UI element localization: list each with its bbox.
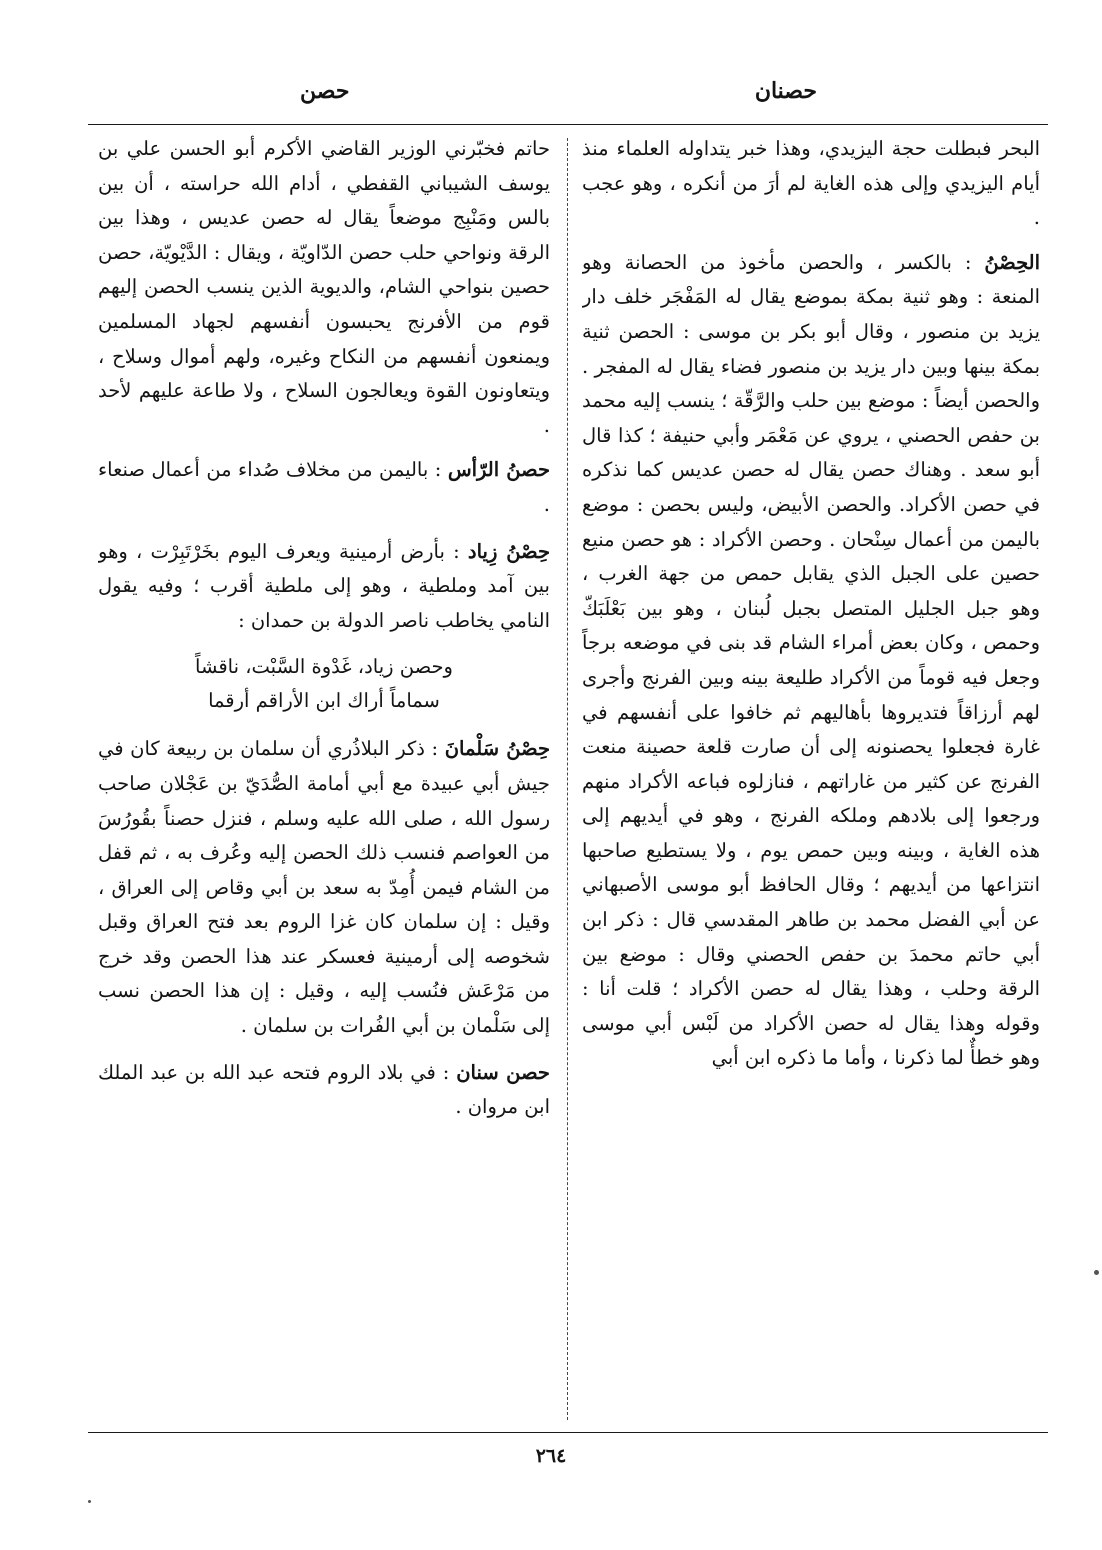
poem-verse — [98, 650, 550, 718]
verse-line: وحصن زياد، غَدْوة السَّبْت، ناقشاً — [195, 655, 453, 679]
entry-body: : باليمن من مخلاف صُداء من أعمال صنعاء . — [98, 458, 550, 516]
entry-body: : بالكسر ، والحصن مأخوذ من الحصانة وهو المنعة : وهو ثنية بمكة بموضع يقال له المَفْجَر خلف دار يزيد بن منصور ، وقال أبو بكر بن موسى : الحصن ثنية بمكة بينها وبين دار يزيد بن منصور فضاء يقال له المفجر . والحصن أيضاً : موضع بين حلب والرَّقّة ؛ ينسب إليه محمد بن حفص الحصني ، يروي عن مَعْمَر وأبي حنيفة ؛ كذا قال أبو سعد . وهناك حصن يقال له حصن عديس كما نذكره في حصن الأكراد. والحصن الأبيض، وليس بحصن : موضع باليمن من أعمال سِنْحان . وحصن الأكراد : هو حصن منيع حصين على الجبل الذي يقابل حمص من جهة الغرب ، وهو جبل الجليل المتصل بجبل لُبنان ، وهو بين بَعْلَبَكّ وحمص ، وكان بعض أمراء الشام قد بنى في موضعه برجاً وجعل فيه قوماً من الأكراد طليعة بينه وبين الفرنج وأجرى لهم أرزاقاً فتديروها بأهاليهم ثم خافوا على أنفسهم في غارة فجعلوا يحصنونه إلى أن صارت قلعة حصينة منعت الفرنج عن كثير من غاراتهم ، فنازلوه فباعه الأكراد منهم ورجعوا إلى بلادهم وملكه الفرنج ، وهو في أيديهم إلى هذه الغاية ، وبينه وبين حمص يوم ، ولا يستطيع صاحبها انتزاعها من أيديهم ؛ وقال الحافظ أبو موسى الأصبهاني عن أبي الفضل محمد بن طاهر المقدسي قال : ذكر ابن أبي حاتم محمدَ بن حفص الحصني وقال : موضع بين الرقة وحلب ، وهذا يقال له حصن الأكراد ؛ قلت أنا : وقوله وهذا يقال له حصن الأكراد من لَبْس أبي موسى وهو خطأٌ لما ذكرنا ، وأما ما ذكره ابن أبي — [582, 250, 1040, 1070]
entry-hisn — [582, 246, 1040, 1076]
entry-headword: حِصْنُ زِياد — [467, 539, 550, 563]
entry-hisn-sinan — [98, 1056, 550, 1125]
entry-headword: حصن سنان — [456, 1060, 550, 1084]
scan-speck — [88, 1500, 91, 1503]
continuation-paragraph: البحر فبطلت حجة اليزيدي، وهذا خبر يتداوله العلماء منذ أيام اليزيدي وإلى هذه الغاية لم أرَ من أنكره ، وهو عجب . — [582, 137, 1040, 230]
footer-rule — [88, 1432, 1048, 1433]
entry-hisn-al-ras — [98, 453, 550, 522]
entry-headword: حِصْنُ سَلْمانَ — [444, 737, 550, 761]
scan-speck — [1094, 1270, 1099, 1275]
running-head-left: حصن — [300, 78, 350, 104]
column-divider — [567, 138, 568, 1420]
entry-body: : بأرض أرمينية ويعرف اليوم بخَرْتَبِرْت ، وهو بين آمد وملطية ، وهو إلى ملطية أقرب ؛ وفيه يقول النامي يخاطب ناصر الدولة بن حمدان : — [98, 539, 550, 632]
left-column — [98, 132, 550, 1420]
entry-hisn-ziyad — [98, 535, 550, 639]
header-rule — [88, 124, 1048, 125]
entry-headword: الحِصْنُ — [984, 250, 1040, 274]
entry-headword: حصنُ الرّأس — [447, 458, 550, 482]
page-number: ٢٦٤ — [535, 1445, 567, 1467]
entry-hisn-salman — [98, 732, 550, 1043]
entry-body: : في بلاد الروم فتحه عبد الله بن عبد الملك ابن مروان . — [98, 1060, 550, 1119]
continuation-paragraph: حاتم فخبّرني الوزير القاضي الأكرم أبو الحسن علي بن يوسف الشيباني القفطي ، أدام الله حراسته ، أن بين بالس ومَنْبِج موضعاً يقال له حصن عديس ، وهذا بين الرقة ونواحي حلب حصن الدّاويّة ، ويقال : الدَّيْويّة، حصن حصين بنواحي الشام، والديوية الذين ينسب الحصن إليهم قوم من الأفرنج يحبسون أنفسهم لجهاد المسلمين ويمنعون أنفسهم من النكاح وغيره، ولهم أموال وسلاح ، ويتعاونون القوة ويعالجون السلاح ، ولا طاعة عليهم لأحد . — [98, 137, 550, 437]
entry-body: : ذكر البلاذُري أن سلمان بن ربيعة كان في جيش أبي عبيدة مع أبي أمامة الصُّدَيّ بن عَجْلان صاحب رسول الله ، صلى الله عليه وسلم ، فنزل حصناً بقُورُسَ من العواصم فنسب ذلك الحصن إليه وعُرف به ، ثم قفل من الشام فيمن أُمِدّ به سعد بن أبي وقاص إلى العراق ، وقيل : إن سلمان كان غزا الروم بعد فتح العراق وقبل شخوصه إلى أرمينية فعسكر عند هذا الحصن وقد خرج من مَرْعَش فنُسب إليه ، وقيل : إن هذا الحصن نسب إلى سَلْمان بن أبي الفُرات بن سلمان . — [98, 737, 550, 1038]
verse-line: سماماً أراك ابن الأراقم أرقما — [208, 689, 440, 713]
right-column — [582, 132, 1040, 1420]
running-head-right: حصنان — [754, 78, 817, 104]
